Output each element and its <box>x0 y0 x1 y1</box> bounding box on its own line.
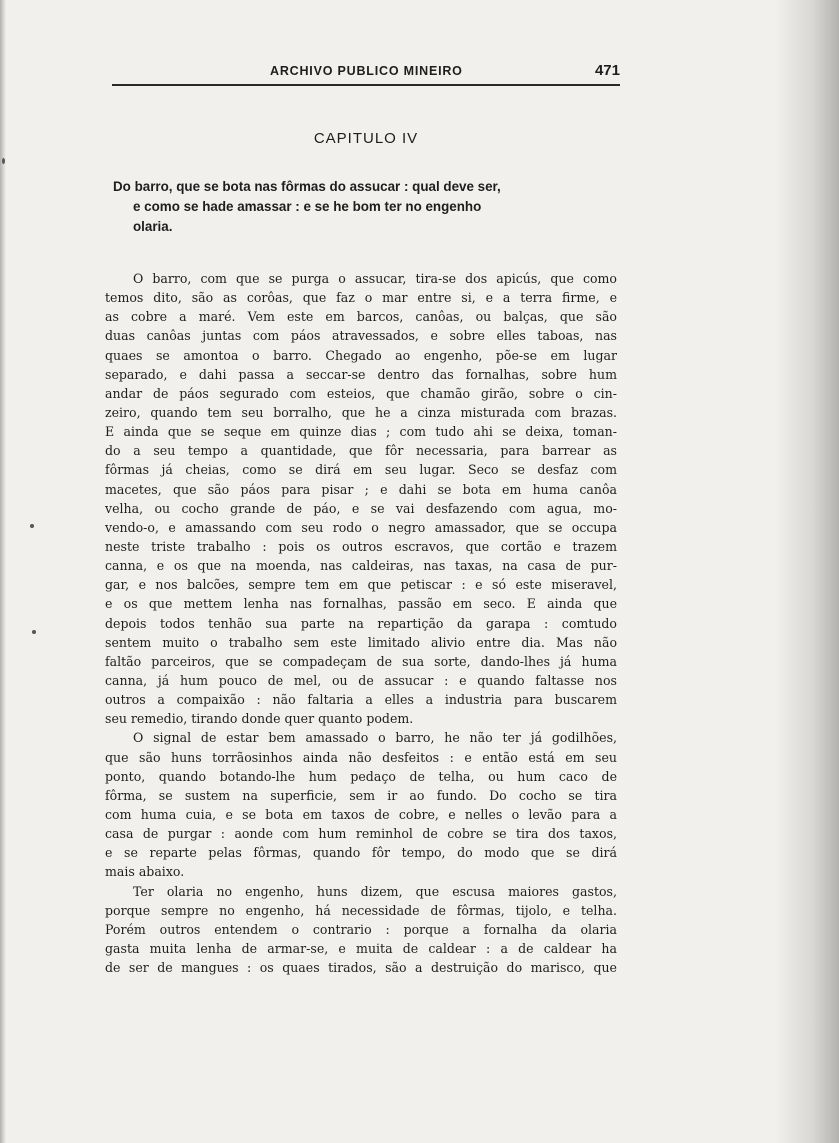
text-line: zeiro, quando tem seu borralho, que he a cinza misturada com brazas. <box>105 404 617 420</box>
subtitle-line: Do barro, que se bota nas fôrmas do assucar : qual deve ser, <box>113 179 501 194</box>
text-line: e se reparte pelas fôrmas, quando fôr tempo, do modo que se dirá <box>105 845 617 861</box>
text-line: as cobre a maré. Vem este em barcos, canôas, ou balças, que são <box>105 309 617 325</box>
scan-speck <box>30 524 34 528</box>
text-line: vendo-o, e amassando com seu rodo o negro amassador, que se occupa <box>105 519 617 535</box>
chapter-subtitle <box>113 177 620 237</box>
page-number: 471 <box>594 62 620 79</box>
text-line: andar de páos segurado com esteios, que chamão girão, sobre o cin- <box>105 385 617 401</box>
text-line: macetes, que são páos para pisar ; e dahi se bota em huma canôa <box>105 481 617 497</box>
text-line: O signal de estar bem amassado o barro, he não ter já godilhões, <box>133 730 617 746</box>
text-line: sentem muito o trabalho sem este limitado alivio entre dia. Mas não <box>105 634 617 650</box>
running-header <box>112 62 620 84</box>
text-line: faltão parceiros, que se compadeçam de sua sorte, dando-lhes já huma <box>105 653 617 669</box>
text-line: outros a compaixão : não faltaria a elles a industria para buscarem <box>105 692 617 708</box>
chapter-heading: CAPITULO IV <box>313 130 419 147</box>
running-header-title: ARCHIVO PUBLICO MINEIRO <box>270 64 463 78</box>
scan-speck <box>2 158 5 164</box>
text-line: canna, já hum pouco de mel, ou de assucar : e quando faltasse nos <box>105 672 617 688</box>
text-line: porque sempre no engenho, há necessidade de fôrmas, tijolo, e telha. <box>105 902 617 918</box>
text-line: mais abaixo. <box>105 864 185 880</box>
text-line: do a seu tempo a quantidade, que fôr necessaria, para barrear as <box>105 443 617 459</box>
text-line: O barro, com que se purga o assucar, tira-se dos apicús, que como <box>133 271 617 286</box>
text-line: E ainda que se seque em quinze dias ; com tudo ahi se deixa, toman- <box>105 424 617 440</box>
text-line: casa de purgar : aonde com hum reminhol de cobre se tira dos taxos, <box>105 826 617 842</box>
text-line: com huma cuia, e se bota em taxos de cobre, e nelles o levão para a <box>105 806 617 822</box>
text-line: duas canôas juntas com páos atravessados, e sobre elles taboas, nas <box>105 328 617 344</box>
text-line: Porém outros entendem o contrario : porque a fornalha da olaria <box>105 921 617 937</box>
scan-speck <box>32 630 36 634</box>
subtitle-line: olaria. <box>133 219 173 234</box>
subtitle-line: e como se hade amassar : e se he bom ter no engenho <box>133 199 482 214</box>
text-line: temos dito, são as corôas, que faz o mar entre si, e a terra firme, e <box>105 290 617 306</box>
text-line: Ter olaria no engenho, huns dizem, que escusa maiores gastos, <box>133 883 617 899</box>
text-line: e os que mettem lenha nas fornalhas, passão em seco. E ainda que <box>105 596 617 612</box>
header-rule <box>112 84 620 86</box>
text-line: depois todos tenhão sua parte na repartição da garapa : comtudo <box>105 615 617 631</box>
text-line: de ser de mangues : os quaes tirados, são a destruição do marisco, que <box>105 960 617 976</box>
text-line: gasta muita lenha de armar-se, e muita de caldear : a de caldear ha <box>105 940 617 956</box>
text-line: quaes se amontoa o barro. Chegado ao engenho, põe-se em lugar <box>105 347 617 363</box>
text-line: fôrma, se sustem na superficie, sem ir ao fundo. Do cocho se tira <box>105 787 617 803</box>
page-left-shadow <box>0 0 6 1143</box>
text-line: gar, e nos balcões, sempre tem em que petiscar : e só este miseravel, <box>105 577 617 593</box>
body-text <box>105 269 617 977</box>
text-line: separado, e dahi passa a seccar-se dentro das fornalhas, sobre hum <box>105 366 617 382</box>
text-line: velha, ou cocho grande de páo, e se vai desfazendo com agua, mo- <box>105 500 617 516</box>
page-right-shadow <box>775 0 839 1143</box>
text-line: fôrmas já cheias, como se dirá em seu lugar. Seco se desfaz com <box>105 462 617 478</box>
text-line: canna, e os que na moenda, nas caldeiras, nas taxas, na casa de pur- <box>105 558 617 574</box>
text-line: seu remedio, tirando donde quer quanto podem. <box>105 711 414 727</box>
text-line: ponto, quando botando-lhe hum pedaço de telha, ou hum caco de <box>105 768 617 784</box>
text-line: neste triste trabalho : pois os outros escravos, que cortão e trazem <box>105 538 617 554</box>
text-line: que são huns torrãosinhos ainda não desfeitos : e então está em seu <box>105 749 617 765</box>
